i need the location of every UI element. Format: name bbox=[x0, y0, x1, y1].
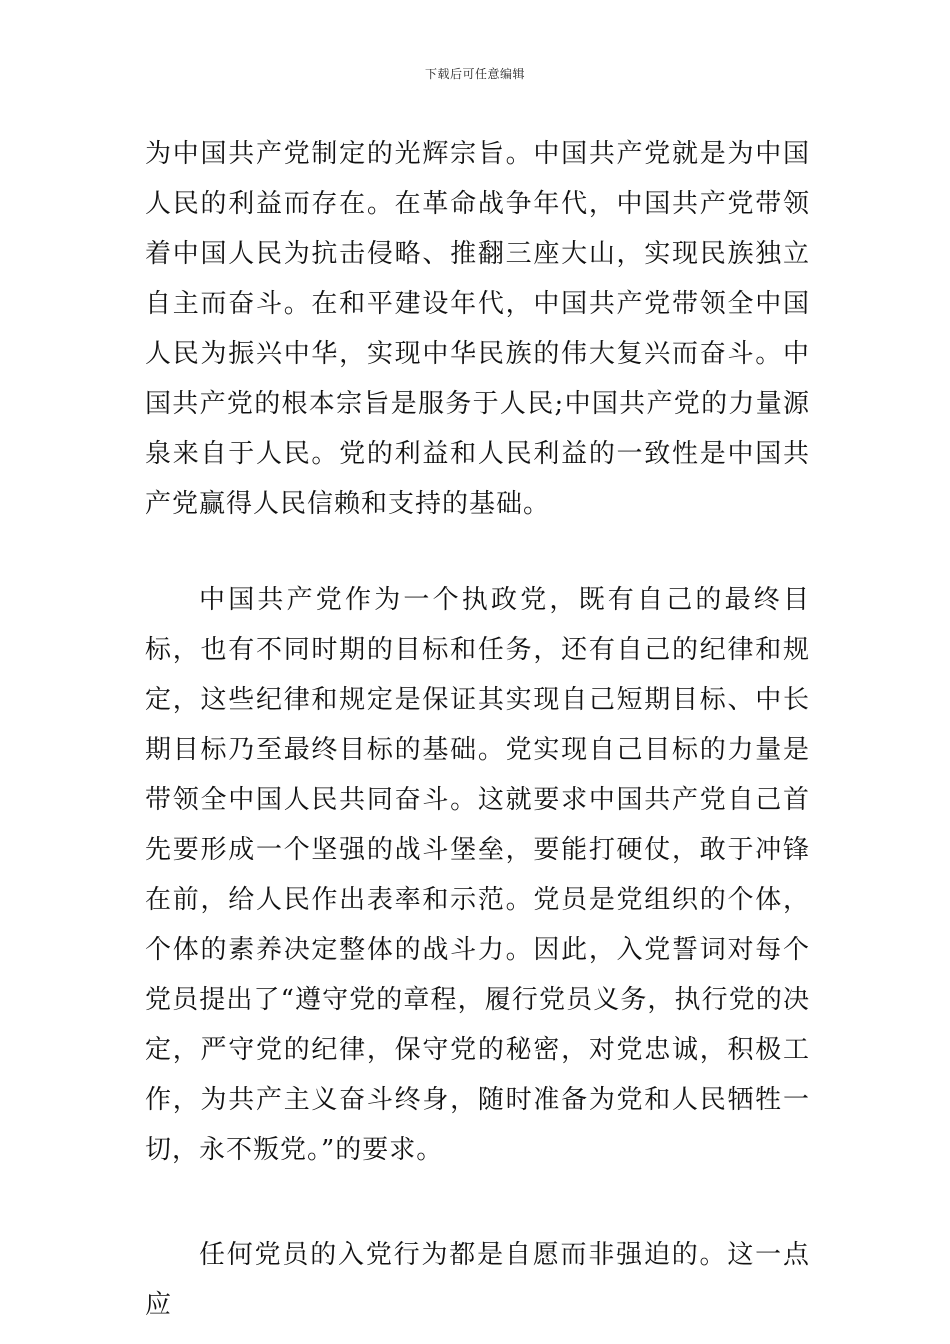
paragraph-gap bbox=[145, 1175, 810, 1230]
page-header-note: 下载后可任意编辑 bbox=[424, 67, 525, 81]
paragraph-3: 任何党员的入党行为都是自愿而非强迫的。这一点应 bbox=[145, 1240, 810, 1320]
paragraph-1: 为中国共产党制定的光辉宗旨。中国共产党就是为中国人民的利益而存在。在革命战争年代，中国共产党带领着中国人民为抗击侵略、推翻三座大山，实现民族独立自主而奋斗。在和平建设年代，中国共产党带领全中国人民为振兴中华，实现中华民族的伟大复兴而奋斗。中国共产党的根本宗旨是服务于人民;中国共产党的力量源泉来自于人民。党的利益和人民利益的一致性是中国共产党赢得人民信赖和支持的基础。 bbox=[145, 139, 810, 519]
paragraph-gap bbox=[145, 529, 810, 575]
document-body bbox=[145, 129, 810, 1330]
paragraph-2: 中国共产党作为一个执政党，既有自己的最终目标，也有不同时期的目标和任务，还有自己的纪律和规定，这些纪律和规定是保证其实现自己短期目标、中长期目标乃至最终目标的基础。党实现自己目标的力量是带领全中国人民共同奋斗。这就要求中国共产党自己首先要形成一个坚强的战斗堡垒，要能打硬仗，敢于冲锋在前，给人民作出表率和示范。党员是党组织的个体，个体的素养决定整体的战斗力。因此，入党誓词对每个党员提出了“遵守党的章程，履行党员义务，执行党的决定，严守党的纪律，保守党的秘密，对党忠诚，积极工作，为共产主义奋斗终身，随时准备为党和人民牺牲一切，永不叛党。”的要求。 bbox=[145, 585, 810, 1165]
